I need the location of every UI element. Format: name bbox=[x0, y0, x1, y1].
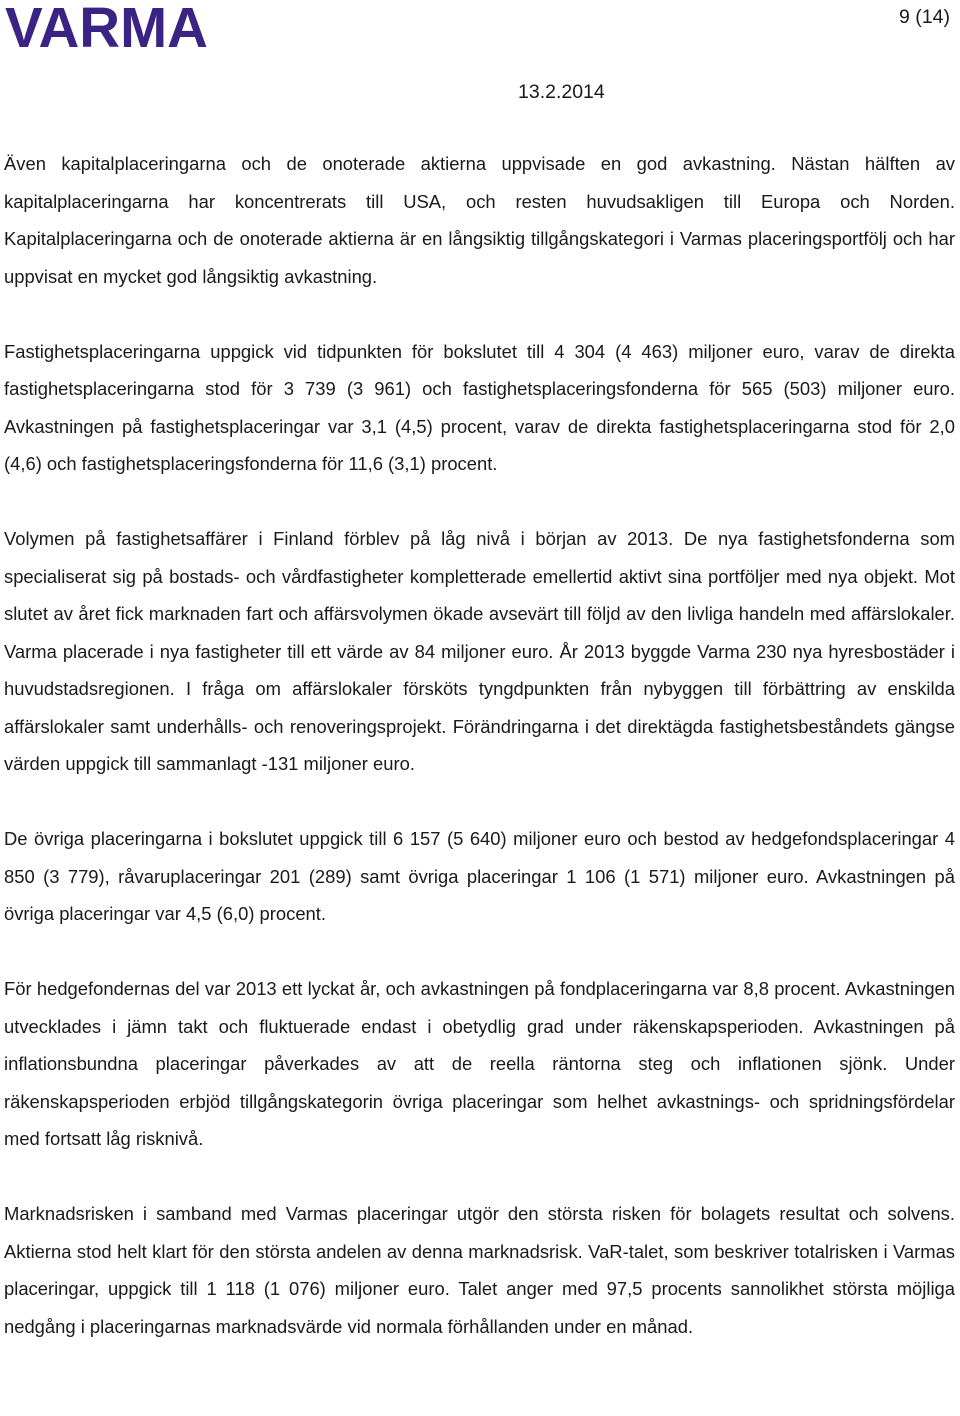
paragraph-market-risk: Marknadsrisken i samband med Varmas placeringar utgör den största risken för bolagets resultat och solvens. Aktierna stod helt klart för den största andelen av denna marknadsrisk. VaR-talet, som beskriver totalrisken i Varmas placeringar, uppgick till 1 118 (1 076) miljoner euro. Talet anger med 97,5 procents sannolikhet största möjliga nedgång i placeringarnas marknadsvärde vid normala förhållanden under en månad. bbox=[4, 1203, 955, 1337]
paragraph-capital-investments: Även kapitalplaceringarna och de onoterade aktierna uppvisade en god avkastning. Nästan hälften av kapitalplaceringarna har koncentrerats till USA, och resten huvudsakligen till Europa och Norden. Kapitalplaceringarna och de onoterade aktierna är en långsiktig tillgångskategori i Varmas placeringsportfölj och har uppvisat en mycket god långsiktig avkastning. bbox=[4, 153, 955, 287]
paragraph-real-estate: Fastighetsplaceringarna uppgick vid tidpunkten för bokslutet till 4 304 (4 463) miljoner euro, varav de direkta fastighetsplaceringarna stod för 3 739 (3 961) och fastighetsplaceringsfonderna för 565 (503) miljoner euro. Avkastningen på fastighetsplaceringar var 3,1 (4,5) procent, varav de direkta fastighetsplaceringarna stod för 2,0 (4,6) och fastighetsplaceringsfonderna för 11,6 (3,1) procent. bbox=[4, 340, 955, 474]
document-body bbox=[4, 145, 955, 1345]
varma-logo bbox=[4, 2, 210, 50]
paragraph-real-estate-market: Volymen på fastighetsaffärer i Finland förblev på låg nivå i början av 2013. De nya fastighetsfonderna som specialiserat sig på bostads- och vårdfastigheter kompletterade emellertid aktivt sina portföljer med nya objekt. Mot slutet av året fick marknaden fart och affärsvolymen ökade avsevärt till följd av den livliga handeln med affärslokaler. Varma placerade i nya fastigheter till ett värde av 84 miljoner euro. År 2013 byggde Varma 230 nya hyresbostäder i huvudstadsregionen. I fråga om affärslokaler försköts tyngdpunkten från nybyggen till förbättring av enskilda affärslokaler samt underhålls- och renoveringsprojekt. Förändringarna i det direktägda fastighetsbeståndets gängse värden uppgick till sammanlagt -131 miljoner euro. bbox=[4, 528, 955, 774]
paragraph-other-investments: De övriga placeringarna i bokslutet uppgick till 6 157 (5 640) miljoner euro och bestod av hedgefondsplaceringar 4 850 (3 779), råvaruplaceringar 201 (289) samt övriga placeringar 1 106 (1 571) miljoner euro. Avkastningen på övriga placeringar var 4,5 (6,0) procent. bbox=[4, 828, 955, 924]
document-date: 13.2.2014 bbox=[518, 81, 605, 103]
logo-wordmark: VARMA bbox=[5, 2, 208, 50]
page-number: 9 (14) bbox=[899, 6, 950, 28]
paragraph-hedge-funds: För hedgefondernas del var 2013 ett lyckat år, och avkastningen på fondplaceringarna var 8,8 procent. Avkastningen utvecklades i jämn takt och fluktuerade endast i obetydlig grad under räkenskapsperioden. Avkastningen på inflationsbundna placeringar påverkades av att de reella räntorna steg och inflationen sjönk. Under räkenskapsperioden erbjöd tillgångskategorin övriga placeringar som helhet avkastnings- och spridningsfördelar med fortsatt låg risknivå. bbox=[4, 978, 955, 1149]
